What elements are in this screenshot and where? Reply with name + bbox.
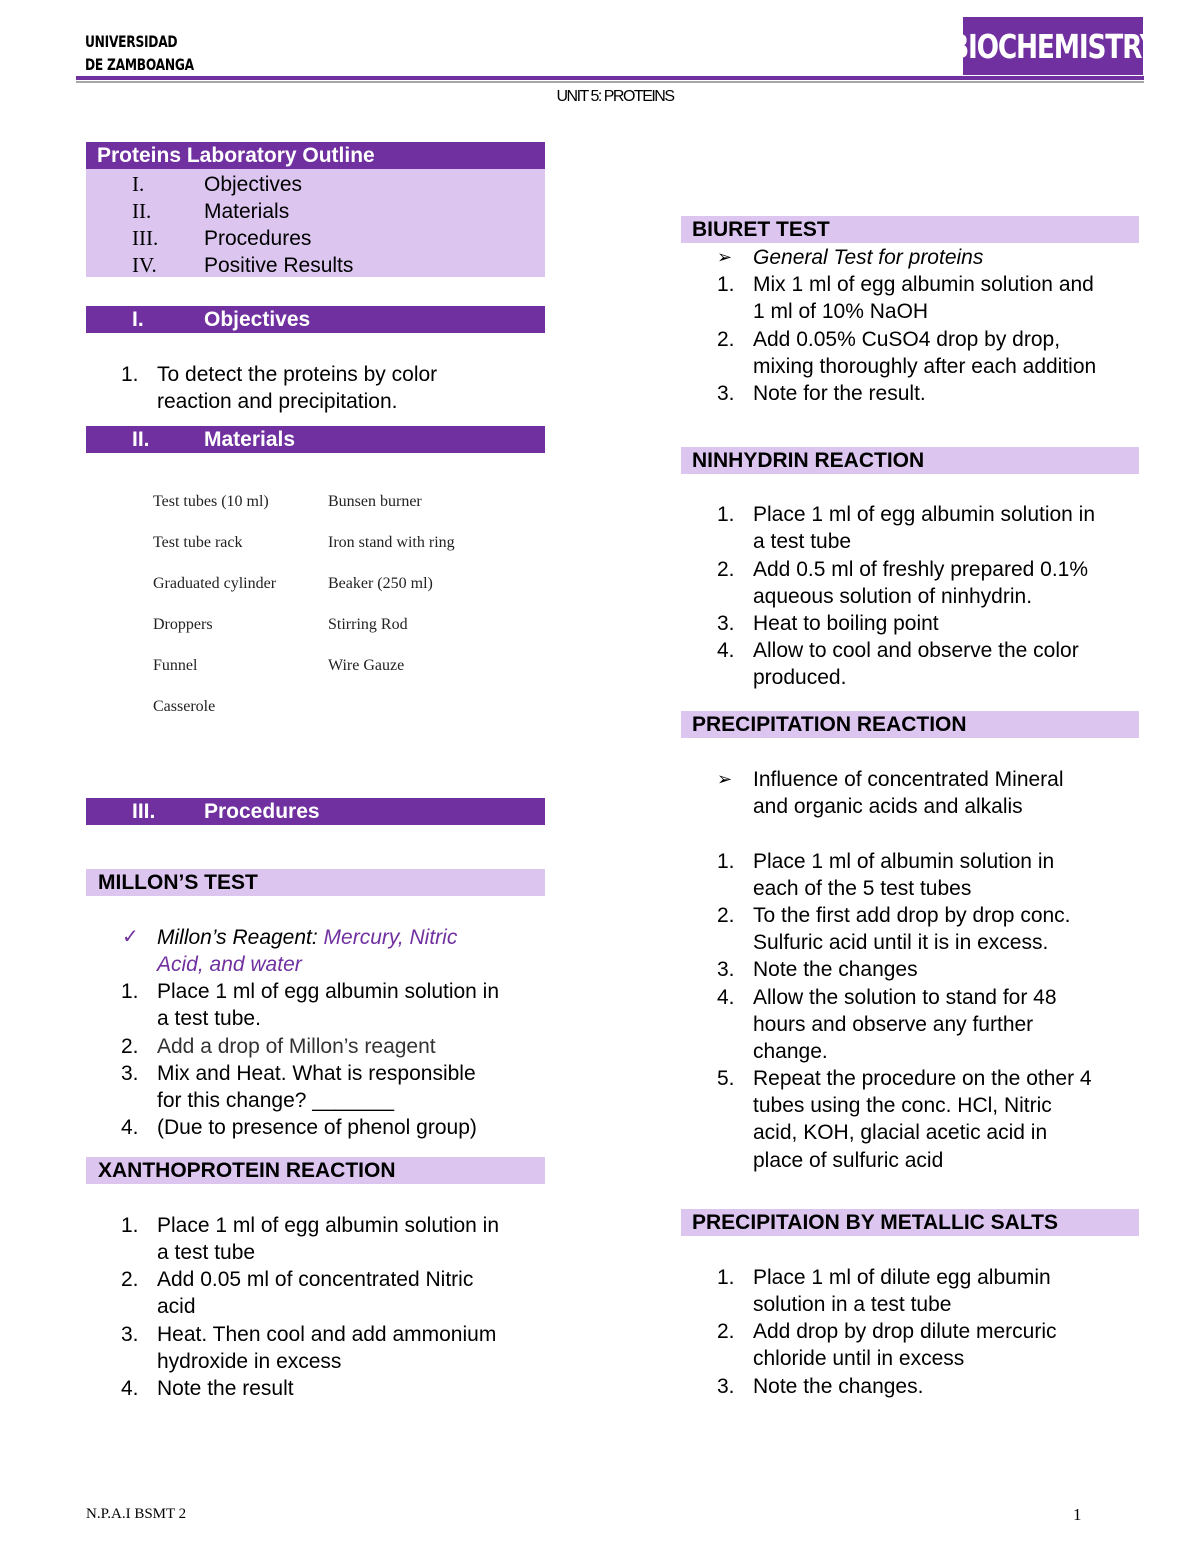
step-text: mixing thoroughly after each addition bbox=[753, 355, 1097, 378]
ninhydrin-header: NINHYDRIN REACTION bbox=[681, 447, 1139, 474]
objective-text: reaction and precipitation. bbox=[157, 390, 398, 413]
step-text: each of the 5 test tubes bbox=[753, 877, 972, 900]
precipitation-header: PRECIPITATION REACTION bbox=[681, 711, 1139, 738]
step-text: Allow to cool and observe the color bbox=[753, 639, 1079, 662]
millon-reagent bbox=[157, 924, 457, 951]
list-number: 4. bbox=[121, 1116, 139, 1139]
page-number: 1 bbox=[1073, 1505, 1082, 1524]
step-text: acid bbox=[157, 1295, 196, 1318]
outline-item-label: Procedures bbox=[204, 227, 312, 250]
step-text: Note the result bbox=[157, 1377, 294, 1400]
step-text: Heat. Then cool and add ammonium bbox=[157, 1323, 497, 1346]
list-number: 1. bbox=[121, 363, 139, 386]
list-number: 2. bbox=[121, 1035, 139, 1058]
step-text: Add 0.5 ml of freshly prepared 0.1% bbox=[753, 558, 1089, 581]
step-text: Mix and Heat. What is responsible bbox=[157, 1062, 476, 1085]
step-text: a test tube bbox=[753, 530, 852, 553]
material-item: Beaker (250 ml) bbox=[328, 575, 433, 592]
objectives-header bbox=[86, 306, 545, 333]
list-number: 3. bbox=[717, 612, 735, 635]
step-text: hydroxide in excess bbox=[157, 1350, 342, 1373]
university-line-2: DE ZAMBOANGA bbox=[85, 55, 194, 74]
brand-title: BIOCHEMISTRY bbox=[948, 26, 1158, 66]
material-item: Funnel bbox=[153, 657, 198, 674]
biuret-test-header: BIURET TEST bbox=[681, 216, 1139, 243]
outline-item-label: Materials bbox=[204, 200, 290, 223]
material-item: Graduated cylinder bbox=[153, 575, 277, 592]
step-text: a test tube. bbox=[157, 1007, 261, 1030]
list-number: 1. bbox=[121, 980, 139, 1003]
list-number: 1. bbox=[121, 1214, 139, 1237]
step-text: 1 ml of 10% NaOH bbox=[753, 300, 929, 323]
list-number: 4. bbox=[717, 639, 735, 662]
arrow-bullet-icon: ➢ bbox=[717, 247, 733, 267]
brand-banner bbox=[948, 17, 1158, 75]
outline-item-label: Objectives bbox=[204, 173, 303, 196]
reagent-value: Mercury, Nitric bbox=[323, 926, 458, 949]
list-number: 1. bbox=[717, 503, 735, 526]
list-number: 2. bbox=[717, 328, 735, 351]
metallic-salts-header: PRECIPITAION BY METALLIC SALTS bbox=[681, 1209, 1139, 1236]
outline-item-number: II. bbox=[132, 199, 152, 223]
list-number: 1. bbox=[717, 273, 735, 296]
step-text: Heat to boiling point bbox=[753, 612, 939, 635]
step-text: Add a drop of Millon’s reagent bbox=[157, 1035, 436, 1058]
list-number: 3. bbox=[717, 1375, 735, 1398]
step-text: Place 1 ml of egg albumin solution in bbox=[157, 980, 500, 1003]
step-text: for this change? _______ bbox=[157, 1089, 395, 1112]
step-text: Place 1 ml of egg albumin solution in bbox=[157, 1214, 500, 1237]
list-number: 4. bbox=[121, 1377, 139, 1400]
step-text: acid, KOH, glacial acetic acid in bbox=[753, 1121, 1048, 1144]
list-number: 2. bbox=[717, 1320, 735, 1343]
outline-item-number: I. bbox=[132, 172, 145, 196]
material-item: Iron stand with ring bbox=[328, 534, 455, 551]
xanthoprotein-header: XANTHOPROTEIN REACTION bbox=[86, 1157, 545, 1184]
material-item: Stirring Rod bbox=[328, 616, 408, 633]
step-text: Sulfuric acid until it is in excess. bbox=[753, 931, 1049, 954]
material-item: Wire Gauze bbox=[328, 657, 405, 674]
checkmark-icon: ✓ bbox=[122, 926, 139, 948]
material-item: Bunsen burner bbox=[328, 493, 422, 510]
arrow-bullet-icon: ➢ bbox=[717, 769, 733, 789]
objective-text: To detect the proteins by color bbox=[157, 363, 438, 386]
list-number: 1. bbox=[717, 1266, 735, 1289]
outline-list bbox=[86, 169, 545, 277]
materials-header bbox=[86, 426, 545, 453]
section-title: Objectives bbox=[204, 308, 311, 331]
step-text: Add 0.05% CuSO4 drop by drop, bbox=[753, 328, 1061, 351]
step-text: Note for the result. bbox=[753, 382, 926, 405]
step-text: Place 1 ml of egg albumin solution in bbox=[753, 503, 1096, 526]
material-item: Test tubes (10 ml) bbox=[153, 493, 269, 510]
footer-author: N.P.A.I BSMT 2 bbox=[86, 1506, 187, 1522]
section-title: Materials bbox=[204, 428, 296, 451]
list-number: 4. bbox=[717, 986, 735, 1009]
list-number: 1. bbox=[717, 850, 735, 873]
procedures-header bbox=[86, 798, 545, 825]
section-title: Procedures bbox=[204, 800, 320, 823]
list-number: 5. bbox=[717, 1067, 735, 1090]
step-text: To the first add drop by drop conc. bbox=[753, 904, 1071, 927]
material-item: Droppers bbox=[153, 616, 213, 633]
university-line-1: UNIVERSIDAD bbox=[85, 32, 178, 51]
header-rule bbox=[76, 76, 1144, 80]
section-number: I. bbox=[132, 308, 144, 331]
material-item: Test tube rack bbox=[153, 534, 243, 551]
step-text: change. bbox=[753, 1040, 828, 1063]
outline-item-number: III. bbox=[132, 226, 159, 250]
precipitation-note: and organic acids and alkalis bbox=[753, 795, 1023, 818]
list-number: 2. bbox=[121, 1268, 139, 1291]
reagent-value: Acid, and water bbox=[157, 953, 302, 976]
step-text: Add 0.05 ml of concentrated Nitric bbox=[157, 1268, 474, 1291]
step-text: Place 1 ml of albumin solution in bbox=[753, 850, 1055, 873]
step-text: Place 1 ml of dilute egg albumin bbox=[753, 1266, 1051, 1289]
section-number: III. bbox=[132, 800, 156, 823]
outline-item-number: IV. bbox=[132, 253, 157, 277]
step-text: a test tube bbox=[157, 1241, 256, 1264]
reagent-label: Millon’s Reagent: bbox=[157, 926, 318, 949]
step-text: Allow the solution to stand for 48 bbox=[753, 986, 1057, 1009]
material-item: Casserole bbox=[153, 698, 216, 715]
unit-title: UNIT 5: PROTEINS bbox=[556, 88, 674, 105]
step-text: tubes using the conc. HCl, Nitric bbox=[753, 1094, 1052, 1117]
section-number: II. bbox=[132, 428, 150, 451]
step-text: aqueous solution of ninhydrin. bbox=[753, 585, 1033, 608]
step-text: Add drop by drop dilute mercuric bbox=[753, 1320, 1057, 1343]
step-text: Mix 1 ml of egg albumin solution and bbox=[753, 273, 1094, 296]
list-number: 2. bbox=[717, 558, 735, 581]
step-text: produced. bbox=[753, 666, 847, 689]
list-number: 3. bbox=[121, 1323, 139, 1346]
step-text: solution in a test tube bbox=[753, 1293, 952, 1316]
step-text: (Due to presence of phenol group) bbox=[157, 1116, 477, 1139]
step-text: chloride until in excess bbox=[753, 1347, 965, 1370]
step-text: Repeat the procedure on the other 4 bbox=[753, 1067, 1092, 1090]
outline-item-label: Positive Results bbox=[204, 254, 354, 277]
step-text: hours and observe any further bbox=[753, 1013, 1034, 1036]
outline-header: Proteins Laboratory Outline bbox=[86, 142, 545, 169]
list-number: 3. bbox=[717, 382, 735, 405]
millon-test-header: MILLON’S TEST bbox=[86, 869, 545, 896]
step-text: Note the changes bbox=[753, 958, 918, 981]
step-text: place of sulfuric acid bbox=[753, 1149, 944, 1172]
header-rule-shadow bbox=[76, 81, 1144, 83]
step-text: Note the changes. bbox=[753, 1375, 924, 1398]
list-number: 3. bbox=[717, 958, 735, 981]
precipitation-note: Influence of concentrated Mineral bbox=[753, 768, 1064, 791]
biuret-note: General Test for proteins bbox=[753, 246, 984, 269]
list-number: 2. bbox=[717, 904, 735, 927]
university-name bbox=[85, 30, 194, 76]
list-number: 3. bbox=[121, 1062, 139, 1085]
